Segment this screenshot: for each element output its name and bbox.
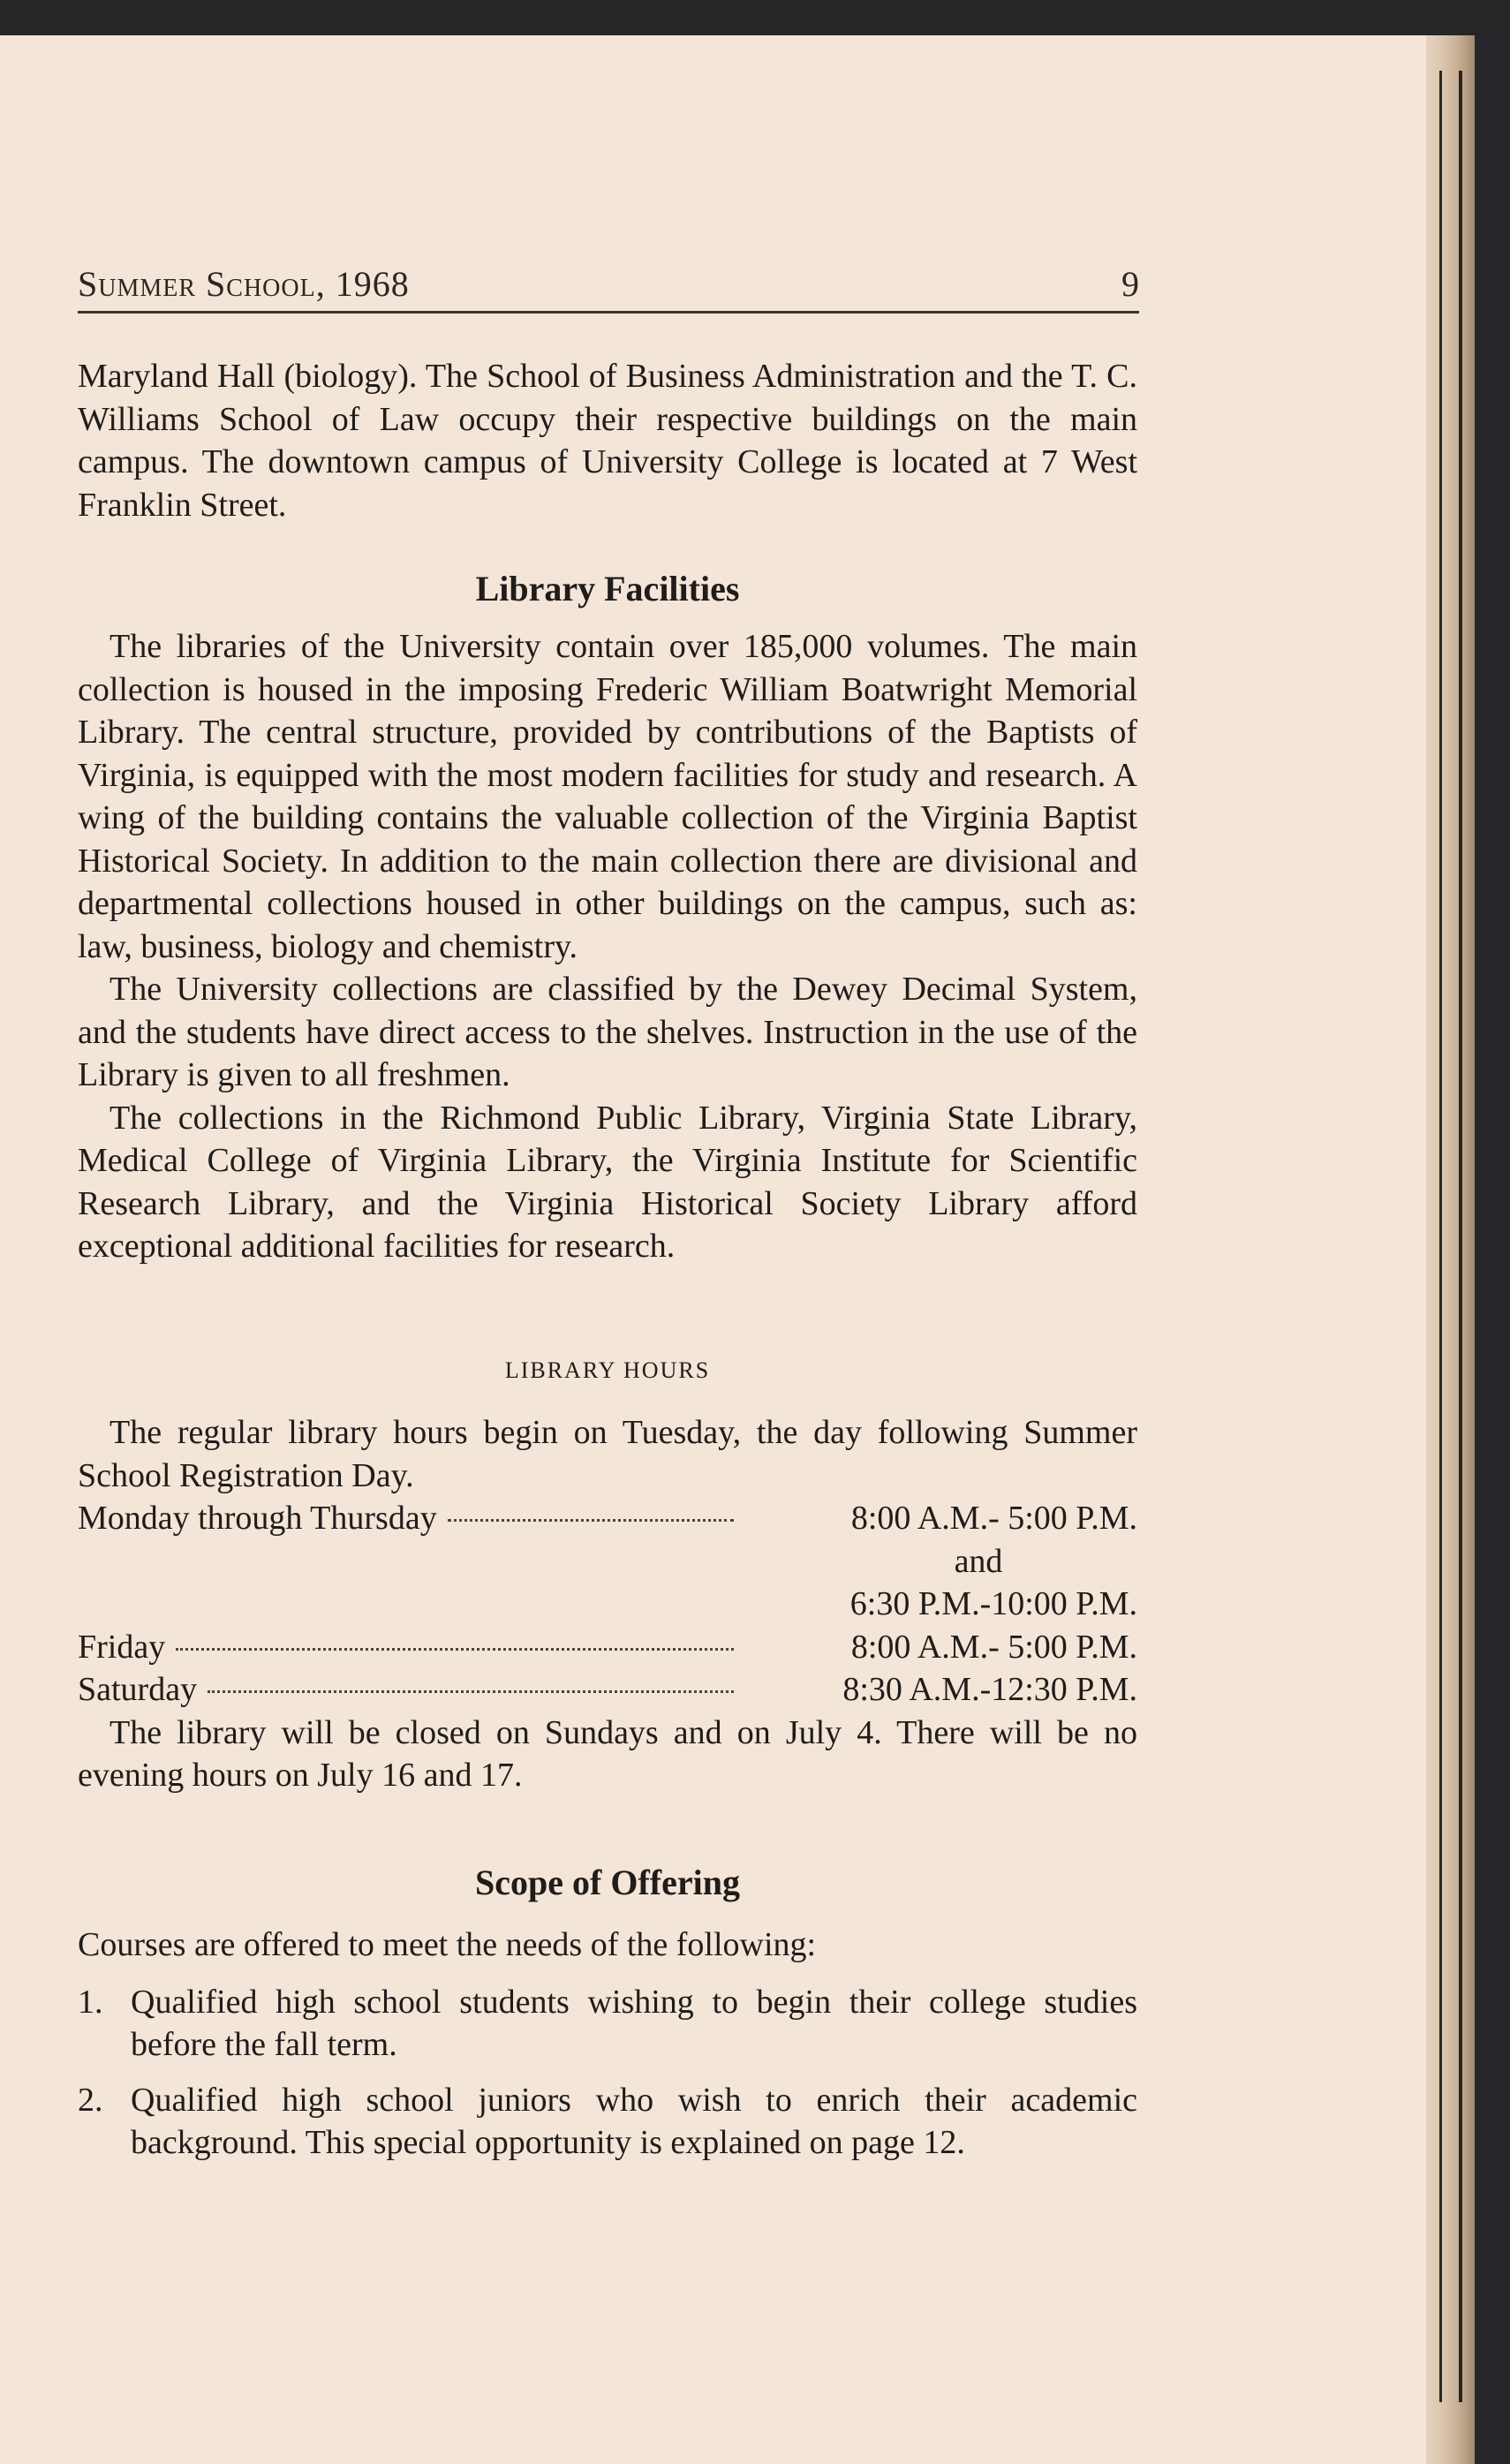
hours-row [78,1668,1137,1712]
library-paragraph: The libraries of the University contain over 185,000 volumes. The main collection is housed in the imposing Frederic William Boatwright Memorial Library. The central structure, provided by contributions of the Baptists of Virginia, is equipped with the most modern facilities for study and research. A wing of the building contains the valuable collection of the Virginia Baptist Historical Society. In addition to the main collection there are divisional and departmental collections housed in other buildings on the campus, such as: law, business, biology and chemistry. [78,628,1137,965]
scope-heading-wrap [78,1862,1137,1903]
list-item-text: Qualified high school students wishing to begin their college studies before the fall term. [131,1983,1137,2063]
hours-row [78,1626,1137,1669]
library-hours-section [78,1411,1137,1797]
hours-table [78,1497,1137,1712]
running-head [78,263,1139,314]
list-item [78,1981,1137,2067]
list-item-number: 1. [78,1983,103,2021]
leader-dots [208,1690,734,1693]
hours-time: 8:00 A.M.- 5:00 P.M. [850,1628,1137,1666]
library-paragraph: The collections in the Richmond Public Library, Virginia State Library, Medical College of Virginia Library, the Virginia Institute for Scientific Research Library, and the Virginia Historical Society Library afford exceptional additional facilities for research. [78,1099,1137,1265]
hours-row [78,1583,1137,1626]
hours-day: Saturday [78,1671,198,1708]
page-edge-line [1459,71,1462,2402]
list-item-text: Qualified high school juniors who wish to enrich their academic background. This special opportunity is explained on page 12. [131,2081,1137,2161]
hours-time: 8:00 A.M.- 5:00 P.M. [850,1500,1137,1537]
hours-day: Monday through Thursday [78,1500,437,1537]
hours-day: Friday [78,1628,166,1666]
hours-time: 8:30 A.M.-12:30 P.M. [842,1671,1137,1708]
library-hours-intro: The regular library hours begin on Tuesday, the day following Summer School Registration Day. [78,1414,1137,1494]
page-edge-line [1439,71,1442,2402]
list-item-number: 2. [78,2081,103,2119]
leader-dots [448,1519,734,1522]
section-heading-scope: Scope of Offering [475,1863,740,1902]
library-paragraph: The University collections are classified by the Dewey Decimal System, and the students have direct access to the shelves. Instruction in the use of the Library is given to all freshmen. [78,971,1137,1093]
leader-dots [176,1648,734,1651]
scope-section [78,1924,1137,2165]
hours-row [78,1497,1137,1540]
library-hours-note: The library will be closed on Sundays and on July 4. There will be no evening hours on July 16 and 17. [78,1713,1137,1794]
hours-time: and [954,1542,1003,1580]
intro-paragraph: Maryland Hall (biology). The School of Business Administration and the T. C. Williams School of Law occupy their respective buildings on the main campus. The downtown campus of University College is located at 7 West Franklin Street. [78,358,1137,524]
intro-section [78,355,1137,526]
book-cover [1475,35,1510,2464]
running-head-title: Summer School, 1968 [78,264,410,304]
hours-time: 6:30 P.M.-10:00 P.M. [849,1585,1137,1622]
library-facilities-body [78,625,1137,1268]
scope-intro: Courses are offered to meet the needs of the following: [78,1926,817,1963]
library-hours-heading: LIBRARY HOURS [504,1357,711,1383]
library-facilities-section [78,568,1137,609]
section-heading-library-facilities: Library Facilities [475,569,740,608]
hours-row [78,1540,1137,1583]
library-hours-heading-wrap [78,1357,1137,1384]
list-item [78,2079,1137,2165]
page-number: 9 [1121,264,1139,304]
page-edge [1426,35,1475,2464]
